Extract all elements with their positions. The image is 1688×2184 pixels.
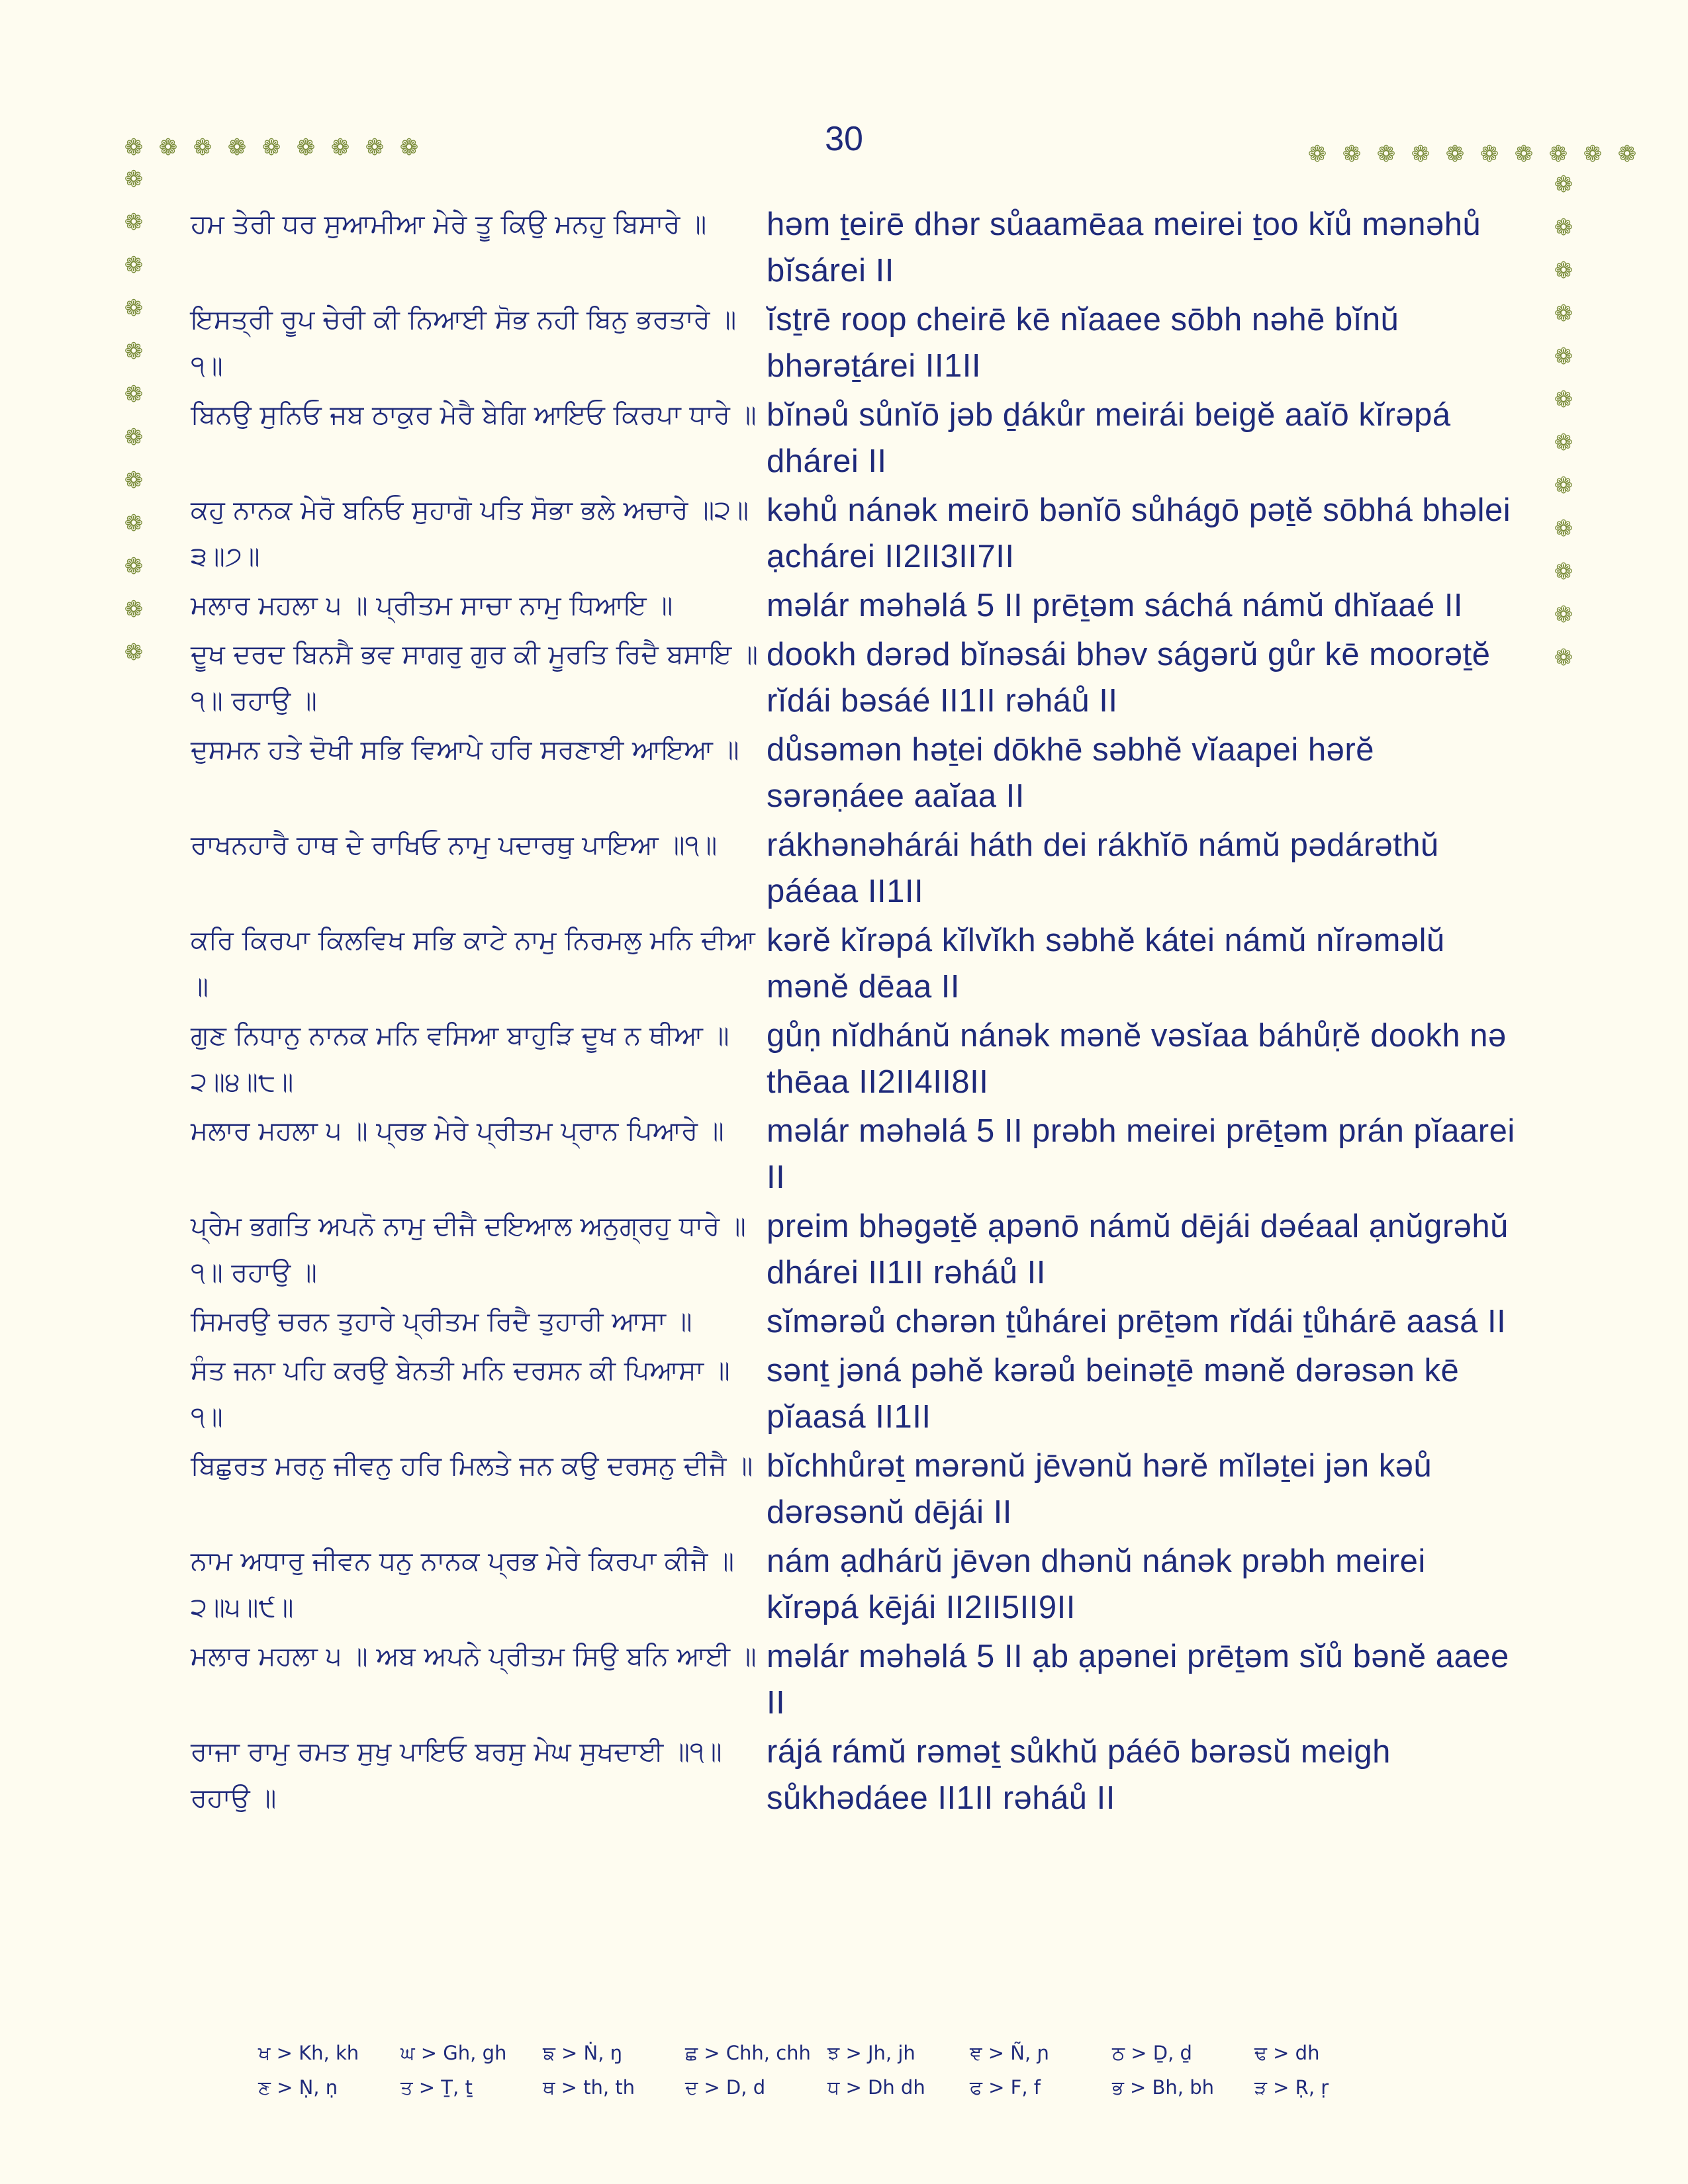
- verse-row: [191, 1108, 1521, 1201]
- flower-icon: ❁: [1554, 387, 1573, 413]
- legend-item: ਧ > Dh dh: [827, 2075, 925, 2099]
- gurmukhi-line: ਰਾਖਨਹਾਰੈ ਹਾਥ ਦੇ ਰਾਖਿਓ ਨਾਮੁ ਪਦਾਰਥੁ ਪਾਇਆ ॥੧॥: [191, 830, 718, 860]
- transliteration-line: həm ṯeirē dhər sůaamēaa meirei ṯoo kĭů mənəhů bĭsárei II: [767, 206, 1481, 289]
- transliteration-line: dookh dərəd bĭnəsái bhəv ságərŭ gůr kē moorəṯĕ rĭdái bəsáé II1II rəháů II: [767, 637, 1491, 719]
- verse-row: [191, 1443, 1521, 1535]
- legend-item: ੜ > Ṛ, ṛ: [1254, 2075, 1329, 2099]
- flower-icon: ❁: [124, 510, 144, 537]
- page-number: 30: [825, 120, 863, 158]
- verse-row: [191, 822, 1521, 915]
- transliteration-line: gůṇ nĭdhánŭ nánək mənĕ vəsĭaa báhůṛĕ dookh nə thēaa II2II4II8II: [767, 1018, 1507, 1100]
- legend-item: ਖ > Kh, kh: [258, 2041, 359, 2064]
- legend-item: ਦ > D, d: [685, 2075, 766, 2099]
- gurmukhi-line: ਗੁਣ ਨਿਧਾਨੁ ਨਾਨਕ ਮਨਿ ਵਸਿਆ ਬਾਹੁੜਿ ਦੂਖ ਨ ਥੀਆ ॥੨॥੪॥੮॥: [191, 1021, 729, 1097]
- transliteration-line: rájá rámŭ rəməṯ sůkhŭ páéō bərəsŭ meigh sůkhədáee II1II rəháů II: [767, 1734, 1391, 1816]
- flower-icon: ❁: [330, 134, 350, 161]
- transliteration-line: rákhənəhárái háth dei rákhĭō námŭ pədárəthŭ páéaa II1II: [767, 827, 1439, 909]
- gurmukhi-line: ਨਾਮ ਅਧਾਰੁ ਜੀਵਨ ਧਨੁ ਨਾਨਕ ਪ੍ਰਭ ਮੇਰੇ ਕਿਰਪਾ ਕੀਜੈ ॥੨॥੫॥੯॥: [191, 1546, 734, 1623]
- legend-item: ਭ > Bh, bh: [1112, 2075, 1215, 2099]
- flower-icon: ❁: [1583, 141, 1603, 167]
- legend-row: [258, 2070, 1450, 2105]
- gurmukhi-line: ਇਸਤ੍ਰੀ ਰੂਪ ਚੇਰੀ ਕੀ ਨਿਆਈ ਸੋਭ ਨਹੀ ਬਿਨੁ ਭਰਤਾਰੇ ॥੧॥: [191, 304, 737, 381]
- flower-icon: ❁: [1342, 141, 1362, 167]
- legend-item: ਥ > th, th: [543, 2075, 635, 2099]
- flower-icon: ❁: [124, 338, 144, 365]
- flower-icon: ❁: [1376, 141, 1396, 167]
- transliteration-line: kəhů nánək meirō bənĭō sůhágō pəṯĕ sōbhá bhəlei ạchárei II2II3II7II: [767, 492, 1511, 574]
- flower-icon: ❁: [1617, 141, 1637, 167]
- gurmukhi-line: ਮਲਾਰ ਮਹਲਾ ੫ ॥ ਅਬ ਅਪਨੇ ਪ੍ਰੀਤਮ ਸਿਉ ਬਨਿ ਆਈ ॥: [191, 1641, 757, 1672]
- transliteration-line: bĭchhůrəṯ mərənŭ jēvənŭ hərĕ mĭləṯei jən kəů dərəsənŭ dējái II: [767, 1448, 1432, 1530]
- gurmukhi-line: ਮਲਾਰ ਮਹਲਾ ੫ ॥ ਪ੍ਰਭ ਮੇਰੇ ਪ੍ਰੀਤਮ ਪ੍ਰਾਨ ਪਿਆਰੇ ॥: [191, 1116, 724, 1146]
- gurmukhi-line: ਦੁਸਮਨ ਹਤੇ ਦੋਖੀ ਸਭਿ ਵਿਆਪੇ ਹਰਿ ਸਰਣਾਈ ਆਇਆ ॥: [191, 735, 739, 765]
- verse-row: [191, 1347, 1521, 1440]
- flower-icon: ❁: [193, 134, 212, 161]
- gurmukhi-line: ਸਿਮਰਉ ਚਰਨ ਤੁਹਾਰੇ ਪ੍ਰੀਤਮ ਰਿਦੈ ਤੁਹਾਰੀ ਆਸਾ ॥: [191, 1306, 692, 1337]
- flower-icon: ❁: [1554, 645, 1573, 671]
- transliteration-line: məlár məhəlá 5 II ạb ạpənei prēṯəm sĭů bənĕ aaee II: [767, 1639, 1509, 1721]
- flower-icon: ❁: [1514, 141, 1534, 167]
- flower-icon: ❁: [1554, 430, 1573, 456]
- verse-row: [191, 582, 1521, 629]
- verse-row: [191, 487, 1521, 580]
- verse-list: [191, 201, 1521, 1824]
- transliteration-line: sĭmərəů chərən ṯůhárei prēṯəm rĭdái ṯůhárē aasá II: [767, 1304, 1507, 1340]
- transliteration-line: məlár məhəlá 5 II prəbh meirei prēṯəm prán pĭaarei II: [767, 1113, 1515, 1195]
- ornament-top-right: [1307, 141, 1638, 167]
- verse-row: [191, 1633, 1521, 1726]
- flower-icon: ❁: [1411, 141, 1430, 167]
- verse-row: [191, 727, 1521, 819]
- verse-row: [191, 1729, 1521, 1821]
- legend-row: [258, 2036, 1450, 2070]
- verse-row: [191, 201, 1521, 294]
- gurmukhi-line: ਦੂਖ ਦਰਦ ਬਿਨਸੈ ਭਵ ਸਾਗਰੁ ਗੁਰ ਕੀ ਮੂਰਤਿ ਰਿਦੈ ਬਸਾਇ ॥੧॥ ਰਹਾਉ ॥: [191, 639, 758, 716]
- flower-icon: ❁: [1554, 214, 1573, 241]
- gurmukhi-line: ਬਿਨਉ ਸੁਨਿਓ ਜਬ ਠਾਕੁਰ ਮੇਰੈ ਬੇਗਿ ਆਇਓ ਕਿਰਪਾ ਧਾਰੇ ॥: [191, 400, 757, 430]
- flower-icon: ❁: [1554, 343, 1573, 370]
- gurmukhi-line: ਮਲਾਰ ਮਹਲਾ ੫ ॥ ਪ੍ਰੀਤਮ ਸਾਚਾ ਨਾਮੁ ਧਿਆਇ ॥: [191, 590, 673, 621]
- transliteration-legend: [258, 2036, 1450, 2105]
- verse-row: [191, 1538, 1521, 1631]
- flower-icon: ❁: [1554, 516, 1573, 542]
- flower-icon: ❁: [365, 134, 385, 161]
- transliteration-line: kərĕ kĭrəpá kĭlvĭkh səbhĕ kátei námŭ nĭrəməlŭ mənĕ dēaa II: [767, 923, 1445, 1005]
- verse-row: [191, 1203, 1521, 1296]
- flower-icon: ❁: [124, 424, 144, 451]
- transliteration-line: sənṯ jəná pəhĕ kərəů beinəṯē mənĕ dərəsən kē pĭaasá II1II: [767, 1353, 1460, 1435]
- flower-icon: ❁: [1554, 171, 1573, 198]
- flower-icon: ❁: [1554, 300, 1573, 327]
- transliteration-line: ĭsṯrē roop cheirē kē nĭaaee sōbh nəhē bĭnŭ bhərəṯárei II1II: [767, 302, 1399, 384]
- ornament-right: [1553, 171, 1574, 671]
- flower-icon: ❁: [1479, 141, 1499, 167]
- verse-row: [191, 631, 1521, 724]
- legend-item: ਛ > Chh, chh: [685, 2041, 811, 2064]
- flower-icon: ❁: [1445, 141, 1465, 167]
- transliteration-line: důsəmən həṯei dōkhē səbhĕ vĭaapei hərĕ sərəṇáee aaĭaa II: [767, 732, 1374, 814]
- gurmukhi-line: ਹਮ ਤੇਰੀ ਧਰ ਸੁਆਮੀਆ ਮੇਰੇ ਤੂ ਕਿਉ ਮਨਹੁ ਬਿਸਾਰੇ ॥: [191, 209, 707, 240]
- gurmukhi-line: ਬਿਛੁਰਤ ਮਰਨੁ ਜੀਵਨੁ ਹਰਿ ਮਿਲਤੇ ਜਨ ਕਉ ਦਰਸਨੁ ਦੀਜੈ ॥: [191, 1451, 753, 1481]
- flower-icon: ❁: [158, 134, 178, 161]
- transliteration-line: nám ạdhárŭ jēvən dhənŭ nánək prəbh meirei kĭrəpá kējái II2II5II9II: [767, 1543, 1426, 1625]
- flower-icon: ❁: [1307, 141, 1327, 167]
- gurmukhi-line: ਪ੍ਰੇਮ ਭਗਤਿ ਅਪਨੋ ਨਾਮੁ ਦੀਜੈ ਦਇਆਲ ਅਨੁਗ੍ਰਹੁ ਧਾਰੇ ॥੧॥ ਰਹਾਉ ॥: [191, 1211, 746, 1288]
- transliteration-line: bĭnəů sůnĭō jəb ḏákůr meirái beigĕ aaĭō kĭrəpá dhárei II: [767, 397, 1451, 479]
- legend-item: ਝ > Jh, jh: [827, 2041, 915, 2064]
- legend-item: ਣ > Ṇ, ṇ: [258, 2075, 338, 2099]
- flower-icon: ❁: [124, 553, 144, 580]
- verse-row: [191, 1013, 1521, 1105]
- flower-icon: ❁: [124, 381, 144, 408]
- gurmukhi-line: ਕਰਿ ਕਿਰਪਾ ਕਿਲਵਿਖ ਸਭਿ ਕਾਟੇ ਨਾਮੁ ਨਿਰਮਲੁ ਮਨਿ ਦੀਆ ॥: [191, 925, 755, 1002]
- ornament-left: [123, 166, 144, 666]
- flower-icon: ❁: [124, 252, 144, 279]
- verse-row: [191, 296, 1521, 389]
- flower-icon: ❁: [1554, 559, 1573, 585]
- legend-item: ਠ > Ḏ, ḏ: [1112, 2041, 1192, 2064]
- legend-item: ਞ > Ñ, ɲ: [970, 2041, 1050, 2064]
- legend-item: ਙ > Ṅ, ŋ: [543, 2041, 623, 2064]
- flower-icon: ❁: [124, 596, 144, 623]
- legend-item: ਫ > F, f: [970, 2075, 1041, 2099]
- verse-row: [191, 1298, 1521, 1345]
- flower-icon: ❁: [1548, 141, 1568, 167]
- flower-icon: ❁: [124, 209, 144, 236]
- gurmukhi-line: ਰਾਜਾ ਰਾਮੁ ਰਮਤ ਸੁਖੁ ਪਾਇਓ ਬਰਸੁ ਮੇਘ ਸੁਖਦਾਈ ॥੧॥ ਰਹਾਉ ॥: [191, 1737, 722, 1813]
- flower-icon: ❁: [124, 467, 144, 494]
- gurmukhi-line: ਕਹੁ ਨਾਨਕ ਮੇਰੋ ਬਨਿਓ ਸੁਹਾਗੋ ਪਤਿ ਸੋਭਾ ਭਲੇ ਅਚਾਰੇ ॥੨॥੩॥੭॥: [191, 495, 749, 572]
- flower-icon: ❁: [124, 134, 144, 161]
- transliteration-line: məlár məhəlá 5 II prēṯəm sáchá námŭ dhĭaaé II: [767, 588, 1464, 623]
- flower-icon: ❁: [399, 134, 419, 161]
- flower-icon: ❁: [1554, 602, 1573, 628]
- flower-icon: ❁: [296, 134, 316, 161]
- verse-row: [191, 392, 1521, 484]
- flower-icon: ❁: [1554, 473, 1573, 499]
- flower-icon: ❁: [1554, 257, 1573, 284]
- gurmukhi-line: ਸੰਤ ਜਨਾ ਪਹਿ ਕਰਉ ਬੇਨਤੀ ਮਨਿ ਦਰਸਨ ਕੀ ਪਿਆਸਾ ॥੧॥: [191, 1355, 730, 1432]
- legend-item: ਢ > dh: [1254, 2041, 1320, 2064]
- ornament-top-left: [123, 134, 420, 161]
- flower-icon: ❁: [261, 134, 281, 161]
- legend-item: ਘ > Gh, gh: [400, 2041, 507, 2064]
- legend-item: ਤ > Ṯ, ṯ: [400, 2075, 473, 2099]
- verse-row: [191, 917, 1521, 1010]
- flower-icon: ❁: [124, 166, 144, 193]
- flower-icon: ❁: [227, 134, 247, 161]
- flower-icon: ❁: [124, 639, 144, 666]
- flower-icon: ❁: [124, 295, 144, 322]
- transliteration-line: preim bhəgəṯĕ ạpənō námŭ dējái dəéaal ạnŭgrəhŭ dhárei II1II rəháů II: [767, 1208, 1509, 1291]
